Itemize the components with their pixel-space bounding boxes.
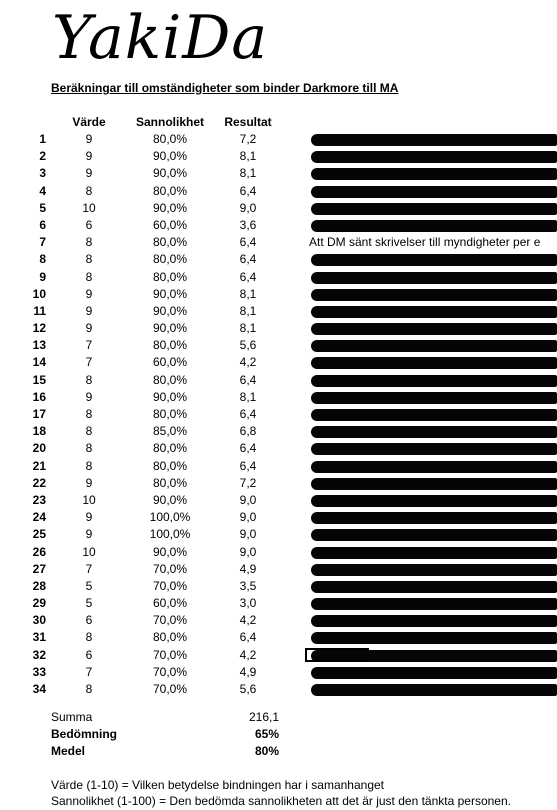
row-number: 3 [39, 166, 46, 181]
varde-cell: 5 [85, 596, 93, 611]
row-number: 9 [39, 269, 46, 284]
resultat-cell: 6,4 [239, 269, 257, 284]
table-row [0, 406, 557, 423]
sannolikhet-cell: 90,0% [152, 286, 188, 301]
table-row [0, 423, 557, 440]
sannolikhet-cell: 90,0% [152, 321, 188, 336]
sannolikhet-cell: 70,0% [152, 561, 188, 576]
sannolikhet-cell: 80,0% [152, 372, 188, 387]
redaction-bar [311, 151, 557, 163]
redaction-bar [311, 667, 557, 679]
redaction-bar [311, 340, 557, 352]
redaction-bar [311, 581, 557, 593]
varde-cell: 7 [85, 561, 93, 576]
row-number: 5 [39, 200, 46, 215]
resultat-cell: 6,4 [239, 441, 257, 456]
varde-cell: 8 [85, 183, 93, 198]
redaction-bar [311, 598, 557, 610]
table-row [0, 492, 557, 509]
row-number: 18 [32, 424, 46, 439]
resultat-cell: 5,6 [239, 338, 257, 353]
summa-value: 216,1 [248, 710, 279, 724]
table-row [0, 217, 557, 234]
row-number: 10 [32, 286, 46, 301]
row-number: 2 [39, 149, 46, 164]
redaction-bar [311, 409, 557, 421]
sannolikhet-cell: 80,0% [152, 630, 188, 645]
redaction-bar [311, 220, 557, 232]
table-row [0, 578, 557, 595]
varde-cell: 6 [85, 613, 93, 628]
resultat-cell: 4,2 [239, 355, 257, 370]
table-row [0, 269, 557, 286]
sannolikhet-cell: 80,0% [152, 475, 188, 490]
resultat-cell: 3,5 [239, 578, 257, 593]
bedomning-label: Bedömning [51, 727, 117, 741]
table-row [0, 389, 557, 406]
resultat-cell: 4,2 [239, 647, 257, 662]
redaction-bar [311, 529, 557, 541]
table-row [0, 612, 557, 629]
redaction-bar [311, 478, 557, 490]
table-row [0, 354, 557, 371]
varde-cell: 9 [85, 166, 93, 181]
row-number: 14 [32, 355, 46, 370]
redaction-bar [311, 495, 557, 507]
redaction-bar [311, 512, 557, 524]
legend-notes [51, 777, 511, 809]
table-row [0, 303, 557, 320]
table-row [0, 647, 557, 664]
resultat-cell: 7,2 [239, 132, 257, 146]
resultat-cell: 6,4 [239, 458, 257, 473]
row-number: 15 [32, 372, 46, 387]
table-row [0, 165, 557, 182]
redaction-bar [311, 306, 557, 318]
row-number: 6 [39, 217, 46, 232]
redaction-bar [311, 564, 557, 576]
table-row [0, 526, 557, 543]
resultat-cell: 8,1 [239, 166, 257, 181]
row-number: 26 [32, 544, 46, 559]
varde-cell: 8 [85, 682, 93, 696]
varde-cell: 6 [85, 217, 93, 232]
resultat-cell: 8,1 [239, 389, 257, 404]
table-row [0, 440, 557, 457]
varde-cell: 9 [85, 389, 93, 404]
sannolikhet-cell: 100,0% [149, 527, 191, 542]
redaction-bar [311, 203, 557, 215]
description-cell: Att DM sänt skrivelser till myndigheter per e [309, 235, 541, 250]
sannolikhet-cell: 80,0% [152, 407, 188, 421]
cell-selection-box[interactable] [305, 648, 369, 662]
redaction-bar [311, 632, 557, 644]
varde-cell: 8 [85, 458, 93, 473]
sannolikhet-cell: 85,0% [152, 424, 188, 439]
resultat-cell: 9,0 [239, 492, 257, 507]
table-row [0, 234, 557, 251]
table-row [0, 148, 557, 165]
table-row [0, 372, 557, 389]
sannolikhet-cell: 80,0% [152, 338, 188, 353]
page-subtitle: Beräkningar till omständigheter som binder Darkmore till MA [51, 81, 399, 95]
varde-cell: 5 [85, 578, 93, 593]
resultat-cell: 4,2 [239, 613, 257, 628]
redaction-bar [311, 443, 557, 455]
row-number: 28 [32, 578, 46, 593]
varde-cell: 7 [85, 338, 93, 353]
row-number: 34 [32, 682, 46, 696]
varde-cell: 9 [85, 475, 93, 490]
varde-cell: 7 [85, 355, 93, 370]
note-varde: Värde (1-10) = Vilken betydelse bindningen har i samanhanget [51, 778, 384, 792]
varde-cell: 9 [85, 149, 93, 164]
sannolikhet-cell: 90,0% [152, 166, 188, 181]
varde-cell: 9 [85, 132, 93, 146]
table-row [0, 664, 557, 681]
row-number: 12 [32, 321, 46, 336]
row-number: 29 [32, 596, 46, 611]
row-number: 7 [39, 235, 46, 250]
redaction-bar [311, 323, 557, 335]
table-row [0, 629, 557, 646]
table-row [0, 475, 557, 492]
sannolikhet-cell: 90,0% [152, 544, 188, 559]
row-number: 13 [32, 338, 46, 353]
row-number: 11 [33, 303, 46, 318]
varde-cell: 10 [82, 544, 96, 559]
varde-cell: 6 [85, 647, 93, 662]
column-header-varde: Värde [72, 115, 106, 129]
row-number: 32 [32, 647, 46, 662]
resultat-cell: 8,1 [239, 303, 257, 318]
varde-cell: 9 [85, 303, 93, 318]
table-row [0, 509, 557, 526]
row-number: 27 [32, 561, 46, 576]
yakida-logo: YakiDa [52, 3, 269, 73]
resultat-cell: 9,0 [239, 544, 257, 559]
row-number: 17 [32, 407, 46, 421]
row-number: 31 [32, 630, 46, 645]
resultat-cell: 8,1 [239, 286, 257, 301]
redaction-bar [311, 168, 557, 180]
varde-cell: 8 [85, 441, 93, 456]
sannolikhet-cell: 70,0% [152, 682, 188, 696]
resultat-cell: 6,4 [239, 252, 257, 267]
row-number: 25 [32, 527, 46, 542]
sannolikhet-cell: 70,0% [152, 578, 188, 593]
redaction-bar [311, 426, 557, 438]
varde-cell: 8 [85, 235, 93, 250]
resultat-cell: 4,9 [239, 561, 257, 576]
redaction-bar [311, 684, 557, 696]
row-number: 4 [39, 183, 46, 198]
table-row [0, 337, 557, 354]
redaction-bar [311, 461, 557, 473]
redaction-bar [311, 134, 557, 146]
sannolikhet-cell: 60,0% [152, 596, 188, 611]
row-number: 23 [32, 492, 46, 507]
table-row [0, 131, 557, 148]
sannolikhet-cell: 80,0% [152, 235, 188, 250]
medel-label: Medel [51, 744, 86, 758]
varde-cell: 9 [85, 286, 93, 301]
column-header-sannolikhet: Sannolikhet [135, 115, 204, 129]
calculation-table [0, 131, 557, 698]
sannolikhet-cell: 80,0% [152, 183, 188, 198]
table-row [0, 544, 557, 561]
resultat-cell: 9,0 [239, 200, 257, 215]
resultat-cell: 7,2 [239, 475, 257, 490]
row-number: 30 [32, 613, 46, 628]
row-number: 24 [32, 510, 46, 525]
sannolikhet-cell: 90,0% [152, 303, 188, 318]
varde-cell: 9 [85, 321, 93, 336]
varde-cell: 8 [85, 372, 93, 387]
redaction-bar [311, 289, 557, 301]
sannolikhet-cell: 80,0% [152, 252, 188, 267]
table-row [0, 320, 557, 337]
varde-cell: 9 [85, 510, 93, 525]
resultat-cell: 3,6 [239, 217, 257, 232]
sannolikhet-cell: 80,0% [152, 269, 188, 284]
resultat-cell: 8,1 [239, 149, 257, 164]
varde-cell: 9 [85, 527, 93, 542]
note-sannolikhet: Sannolikhet (1-100) = Den bedömda sannolikheten att det är just den tänkta personen. [51, 794, 511, 808]
varde-cell: 8 [85, 424, 93, 439]
resultat-cell: 6,4 [239, 372, 257, 387]
row-number: 33 [32, 664, 46, 679]
redaction-bar [311, 357, 557, 369]
row-number: 16 [32, 389, 46, 404]
table-row [0, 200, 557, 217]
resultat-cell: 6,4 [239, 407, 257, 421]
redaction-bar [311, 615, 557, 627]
sannolikhet-cell: 80,0% [152, 441, 188, 456]
bedomning-value: 65% [254, 727, 279, 741]
table-row [0, 681, 557, 698]
varde-cell: 7 [85, 664, 93, 679]
sannolikhet-cell: 60,0% [152, 355, 188, 370]
row-number: 8 [39, 252, 46, 267]
sannolikhet-cell: 90,0% [152, 200, 188, 215]
table-row [0, 183, 557, 200]
sannolikhet-cell: 60,0% [152, 217, 188, 232]
redaction-bar [311, 547, 557, 559]
row-number: 21 [32, 458, 46, 473]
resultat-cell: 5,6 [239, 682, 257, 696]
column-header-resultat: Resultat [224, 115, 272, 129]
redaction-bar [311, 272, 557, 284]
sannolikhet-cell: 90,0% [152, 149, 188, 164]
medel-value: 80% [254, 744, 279, 758]
sannolikhet-cell: 80,0% [152, 132, 188, 146]
varde-cell: 8 [85, 269, 93, 284]
resultat-cell: 6,4 [239, 630, 257, 645]
sannolikhet-cell: 70,0% [152, 664, 188, 679]
redaction-bar [311, 392, 557, 404]
row-number: 22 [32, 475, 46, 490]
sannolikhet-cell: 90,0% [152, 492, 188, 507]
resultat-cell: 9,0 [239, 510, 257, 525]
table-row [0, 251, 557, 268]
sannolikhet-cell: 90,0% [152, 389, 188, 404]
sannolikhet-cell: 80,0% [152, 458, 188, 473]
varde-cell: 10 [82, 200, 96, 215]
table-row [0, 561, 557, 578]
resultat-cell: 9,0 [239, 527, 257, 542]
table-row [0, 595, 557, 612]
resultat-cell: 8,1 [239, 321, 257, 336]
resultat-cell: 4,9 [239, 664, 257, 679]
varde-cell: 8 [85, 630, 93, 645]
row-number: 1 [39, 132, 46, 146]
varde-cell: 10 [82, 492, 96, 507]
sannolikhet-cell: 70,0% [152, 613, 188, 628]
resultat-cell: 6,4 [239, 235, 257, 250]
varde-cell: 8 [85, 252, 93, 267]
row-number: 20 [32, 441, 46, 456]
resultat-cell: 3,0 [239, 596, 257, 611]
varde-cell: 8 [85, 407, 93, 421]
summa-label: Summa [51, 710, 93, 724]
resultat-cell: 6,4 [239, 183, 257, 198]
sannolikhet-cell: 100,0% [149, 510, 191, 525]
table-row [0, 458, 557, 475]
sannolikhet-cell: 70,0% [152, 647, 188, 662]
table-row [0, 286, 557, 303]
redaction-bar [311, 186, 557, 198]
redaction-bar [311, 375, 557, 387]
resultat-cell: 6,8 [239, 424, 257, 439]
redaction-bar [311, 254, 557, 266]
